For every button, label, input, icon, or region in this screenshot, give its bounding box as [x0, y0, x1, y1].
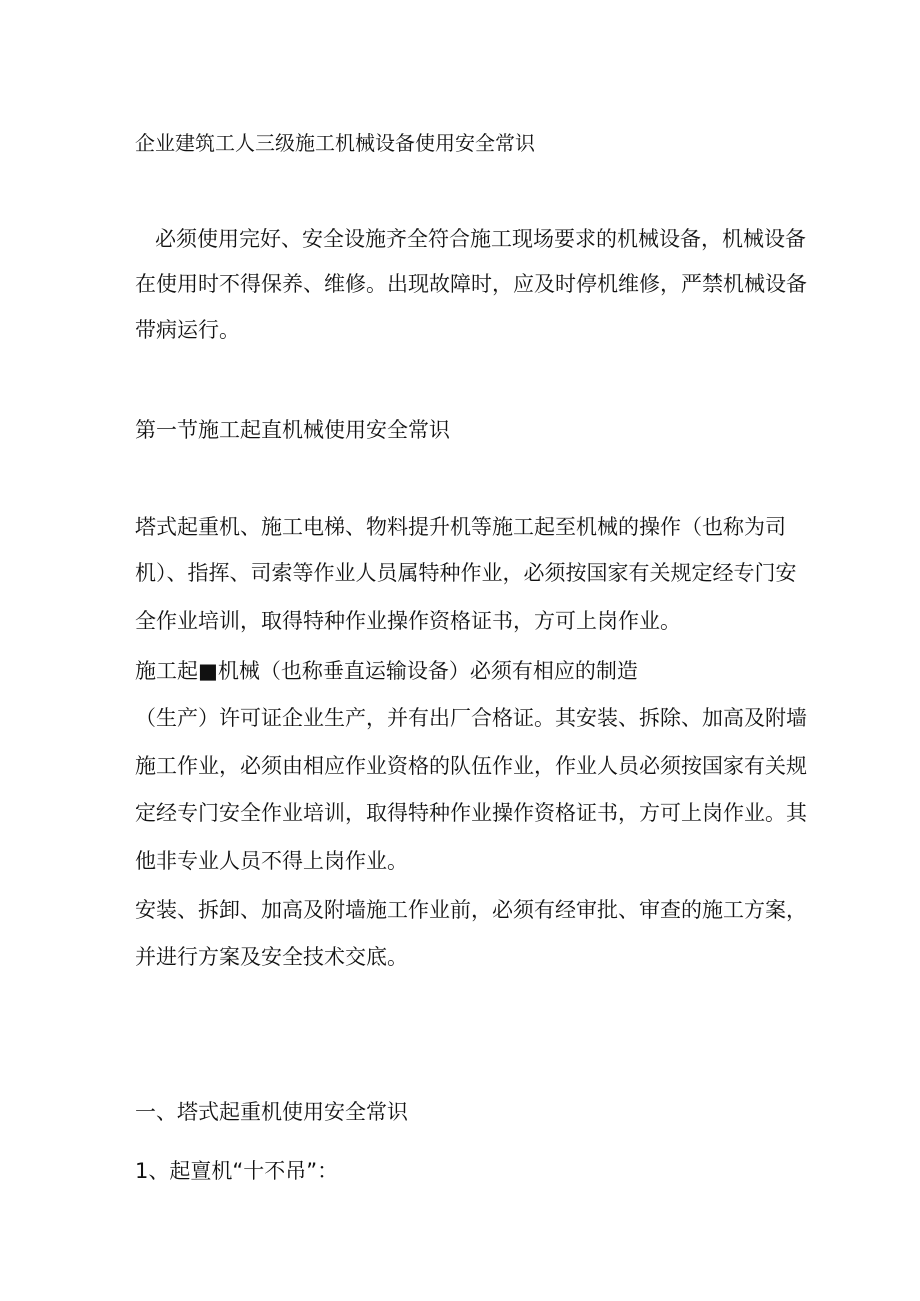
section1-para2-line-4: 定经专门安全作业培训，取得特种作业操作资格证书，方可上岗作业。其 — [135, 801, 807, 825]
section1-heading: 第一节施工起直机械使用安全常识 — [135, 418, 450, 442]
intro-line-1: 必须使用完好、安全设施齐全符合施工现场要求的机械设备，机械设备 — [155, 227, 806, 251]
section1-para2-line-3: 施工作业，必须由相应作业资格的队伍作业，作业人员必须按国家有关规 — [135, 754, 807, 778]
subsection1-heading: 一、塔式起重机使用安全常识 — [135, 1100, 408, 1124]
section1-para3-line-1: 安装、拆卸、加高及附墙施工作业前，必须有经审批、审查的施工方案， — [135, 898, 807, 922]
section1-para1-line-2: 机）、指挥、司索等作业人员属特种作业，必须按国家有关规定经专门安 — [135, 561, 797, 585]
section1-para1-line-3: 全作业培训，取得特种作业操作资格证书，方可上岗作业。 — [135, 609, 681, 633]
intro-line-3: 带病运行。 — [135, 318, 240, 342]
section1-para3-line-2: 并进行方案及安全技术交底。 — [135, 945, 408, 969]
item1-heading: 1、起亶机“十不吊”： — [135, 1159, 339, 1183]
section1-para2-line-5: 他非专业人员不得上岗作业。 — [135, 849, 408, 873]
document-title: 企业建筑工人三级施工机械设备使用安全常识 — [135, 131, 535, 155]
section1-para2-line-2: （生产）许可证企业生产，并有出厂合格证。其安装、拆除、加高及附墙 — [135, 706, 807, 730]
intro-line-2: 在使用时不得保养、维修。出现故障时，应及时停机维修，严禁机械设备 — [135, 272, 807, 296]
section1-para1-line-1: 塔式起重机、施工电梯、物料提升机等施工起至机械的操作（也称为司 — [135, 515, 786, 539]
section1-para2-line-1: 施工起■机械（也称垂直运输设备）必须有相应的制造 — [135, 659, 638, 683]
